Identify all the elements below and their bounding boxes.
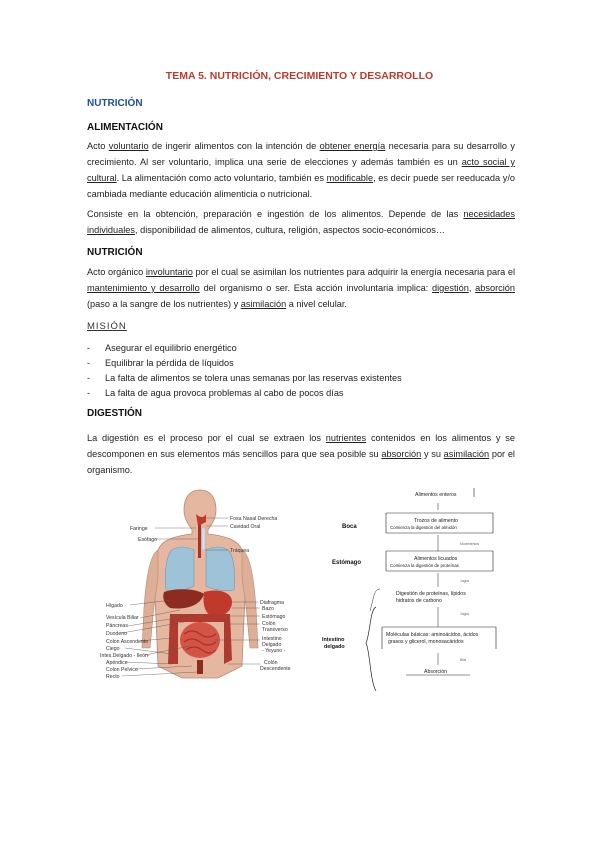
label-colon-pelvico: Colon Pelvico [106, 667, 138, 673]
left-lung [165, 547, 194, 591]
digestion-flow-diagram [310, 485, 510, 695]
label-traquea: Tráquea [230, 548, 250, 554]
label-fosa-nasal: Fosa Nasal Derecha [230, 516, 278, 522]
heading-digestion: DIGESTIÓN [87, 408, 143, 419]
label-ileon: Intes.Delgado - Ileón- [100, 653, 150, 659]
digest-line1: Digestión de proteínas, lípidos [396, 591, 466, 597]
label-vesicula: Vesícula Biliar [106, 615, 139, 621]
paragraph-digestion: La digestión es el proceso por el cual se extraen los nutrientes contenidos en los alimentos y se descomponen en sus elementos más sencillos para que sea posible su absorción y su asimilación por el organismo. [87, 433, 515, 475]
page-title: TEMA 5. NUTRICIÓN, CRECIMIENTO Y DESARROLLO [165, 70, 434, 82]
label-higado: Hígado [106, 603, 123, 609]
molecules-box [382, 627, 496, 649]
list-item: - Asegurar el equilibrio energético [87, 341, 517, 356]
paragraph-nutricion: Acto orgánico involuntario por el cual se asimilan los nutrientes para adquirir la energía necesaria para el mantenimiento y desarrollo del organismo o ser. Esta acción involuntaria implica: digestión, absorción (paso a la sangre de los nutrientes) y asimilación a nivel celular. [87, 267, 516, 309]
label-delgado: Delgado [262, 642, 282, 648]
label-diafragma: Diafragma [260, 600, 284, 606]
label-pancreas: Páncreas [106, 623, 128, 629]
label-bazo: Bazo [262, 606, 274, 612]
esophagus [198, 524, 201, 558]
digest-line2: hidratos de carbono [396, 598, 442, 604]
label-colon-t: Colón [262, 621, 276, 627]
heading-mision: MISIÓN [87, 321, 127, 332]
label-intestino-2: delgado [324, 644, 345, 650]
label-intestino: Intestino [262, 636, 282, 642]
boca-box-line2: Comienza la digestión del almidón [390, 525, 457, 530]
label-yeyuno: - Yeyuno - [262, 648, 286, 654]
estomago-box-line1: Alimentos licuados [414, 556, 458, 562]
boca-box-line1: Trozos de alimento [414, 518, 458, 524]
label-intestino-1: Intestino [322, 637, 345, 643]
estomago-box-line2: Comienza la digestión de proteínas [390, 563, 459, 568]
tiny-label: Movimientos [460, 542, 480, 546]
label-ciego: Ciego [106, 646, 120, 652]
digestive-system-illustration [100, 488, 300, 683]
trachea [202, 528, 205, 550]
paragraph-alimentacion-1: Acto voluntario de ingerir alimentos con la intención de obtener energía necesaria para su desarrollo y crecimiento. Al ser voluntario, implica una serie de elecciones y además también es un acto social y cultural. La alimentación como acto voluntario, también es modificable, es decir puede ser reeducada y/o cambiada mediante educación alimenticia o nutricional. [87, 141, 516, 199]
mision-list [87, 341, 517, 401]
label-recto: Recto [106, 674, 120, 680]
absorcion-label: Absorción [424, 669, 448, 675]
flow-top-label: Alimentos enteros [415, 492, 457, 498]
list-item: - Equilibrar la pérdida de líquidos [87, 356, 517, 371]
label-estomago: Estómago [262, 614, 286, 620]
label-descendente: Descendente [260, 666, 291, 672]
heading-alimentacion: ALIMENTACIÓN [87, 122, 163, 133]
tiny-label: Jugos [460, 579, 470, 583]
label-boca: Boca [342, 524, 357, 530]
molecules-line2: grasos y glicerol, monosacáridos [388, 639, 464, 645]
label-colon-d: Colón [264, 660, 278, 666]
molecules-line1: Moléculas básicas: aminoácidos, ácidos [386, 632, 479, 638]
intestine-brace [366, 607, 376, 691]
list-item: - La falta de agua provoca problemas al cabo de pocos días [87, 386, 517, 401]
label-estomago-flow: Estómago [332, 560, 362, 566]
label-transverso: Transverso [262, 627, 288, 633]
tiny-label: Jugos [460, 612, 470, 616]
label-apendice: Apéndice [106, 660, 128, 666]
label-colon-ascendente: Colon Ascendente [106, 639, 149, 645]
list-item: - La falta de alimentos se tolera unas semanas por las reservas existentes [87, 371, 517, 386]
heading-nutricion: NUTRICIÓN [87, 247, 143, 258]
tiny-label: Bilis [460, 658, 467, 662]
label-faringe: Faringe [130, 526, 148, 532]
label-esofago: Esófago [138, 537, 158, 543]
label-duodeno: Duodeno [106, 631, 128, 637]
label-cavidad-oral: Cavidad Oral [230, 524, 261, 530]
section-heading-nutricion: NUTRICIÓN [87, 98, 143, 109]
paragraph-alimentacion-2: Consiste en la obtención, preparación e ingestión de los alimentos. Depende de las necesidades individuales, disponibilidad de alimentos, cultura, religión, aspectos socio-económicos… [87, 209, 515, 235]
rectum [197, 660, 203, 674]
